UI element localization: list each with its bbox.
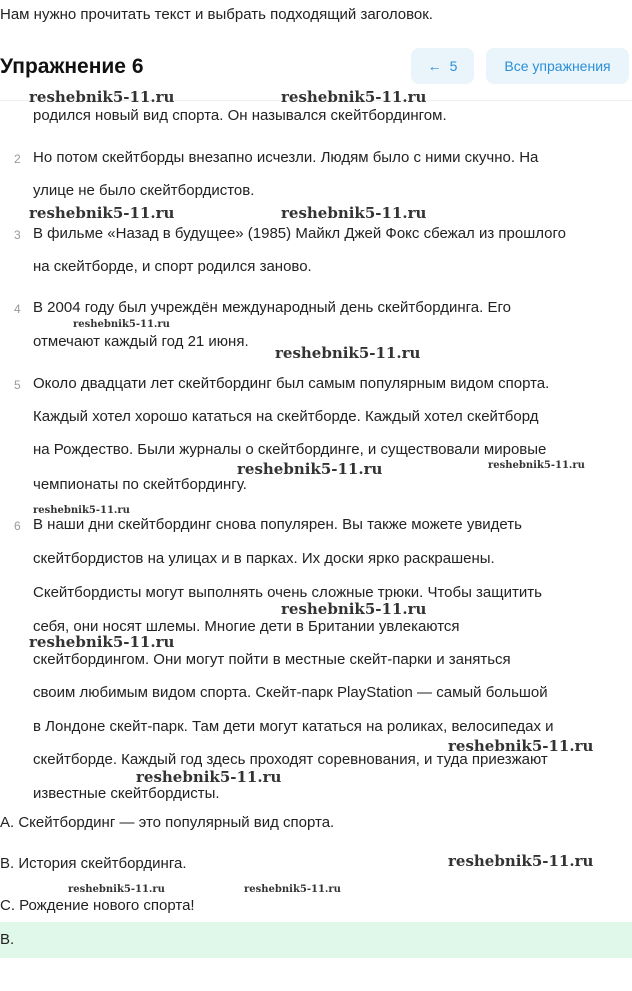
text-line: чемпионаты по скейтбордингу.	[33, 476, 247, 493]
watermark: reshebnik5-11.ru	[281, 600, 427, 618]
prev-exercise-button[interactable]	[411, 48, 474, 84]
watermark: reshebnik5-11.ru	[281, 88, 427, 106]
text-line: известные скейтбордисты.	[33, 785, 220, 802]
text-line: скейтбордистов на улицах и в парках. Их доски ярко раскрашены.	[33, 550, 495, 567]
watermark: reshebnik5-11.ru	[237, 460, 383, 478]
watermark: reshebnik5-11.ru	[281, 204, 427, 222]
text-line: В фильме «Назад в будущее» (1985) Майкл Джей Фокс сбежал из прошлого	[33, 225, 566, 242]
paragraph-number: 3	[14, 228, 21, 242]
answer-panel	[0, 922, 632, 958]
text-line: скейтборде. Каждый год здесь проходят соревнования, и туда приезжают	[33, 751, 548, 768]
watermark: reshebnik5-11.ru	[448, 852, 594, 870]
watermark: reshebnik5-11.ru	[29, 204, 175, 222]
text-line: Каждый хотел хорошо кататься на скейтборде. Каждый хотел скейтборд	[33, 408, 539, 425]
paragraph-number: 5	[14, 378, 21, 392]
text-line: Около двадцати лет скейтбординг был самым популярным видом спорта.	[33, 375, 550, 392]
watermark: reshebnik5-11.ru	[448, 737, 594, 755]
arrow-left-icon: ←	[427, 58, 442, 74]
text-line: В наши дни скейтбординг снова популярен. Вы также можете увидеть	[33, 516, 522, 533]
watermark: reshebnik5-11.ru	[29, 88, 175, 106]
text-line: В 2004 году был учреждён международный день скейтбординга. Его	[33, 299, 511, 316]
text-line: отмечают каждый год 21 июня.	[33, 333, 249, 350]
text-line: улице не было скейтбордистов.	[33, 182, 255, 199]
text-line: на Рождество. Были журналы о скейтбординге, и существовали мировые	[33, 441, 547, 458]
option-a: A. Скейтбординг — это популярный вид спорта.	[0, 814, 335, 831]
watermark: reshebnik5-11.ru	[33, 505, 130, 516]
text-line: родился новый вид спорта. Он назывался скейтбордингом.	[33, 107, 447, 124]
option-c: C. Рождение нового спорта!	[0, 897, 195, 914]
text-line: Но потом скейтборды внезапно исчезли. Людям было с ними скучно. На	[33, 149, 539, 166]
paragraph-number: 6	[14, 519, 21, 533]
watermark: reshebnik5-11.ru	[29, 633, 175, 651]
option-b: B. История скейтбординга.	[0, 855, 187, 872]
paragraph-number: 2	[14, 152, 21, 166]
all-exercises-button[interactable]: Все упражнения	[486, 48, 629, 84]
paragraph-number: 4	[14, 302, 21, 316]
answer-text: B.	[0, 931, 15, 948]
text-line: Скейтбордисты могут выполнять очень сложные трюки. Чтобы защитить	[33, 584, 542, 601]
watermark: reshebnik5-11.ru	[275, 344, 421, 362]
text-line: в Лондоне скейт-парк. Там дети могут кататься на роликах, велосипедах и	[33, 718, 554, 735]
prev-exercise-number: 5	[449, 58, 458, 74]
text-line: на скейтборде, и спорт родился заново.	[33, 258, 312, 275]
watermark: reshebnik5-11.ru	[244, 884, 341, 895]
text-line: своим любимым видом спорта. Скейт-парк PlayStation — самый большой	[33, 684, 548, 701]
watermark: reshebnik5-11.ru	[68, 884, 165, 895]
text-line: себя, они носят шлемы. Многие дети в Британии увлекаются	[33, 618, 460, 635]
task-instruction: Нам нужно прочитать текст и выбрать подходящий заголовок.	[0, 6, 433, 23]
exercise-title: Упражнение 6	[0, 55, 144, 78]
text-line: скейтбордингом. Они могут пойти в местные скейт-парки и заняться	[33, 651, 511, 668]
watermark: reshebnik5-11.ru	[488, 460, 585, 471]
watermark: reshebnik5-11.ru	[73, 319, 170, 330]
watermark: reshebnik5-11.ru	[136, 768, 282, 786]
